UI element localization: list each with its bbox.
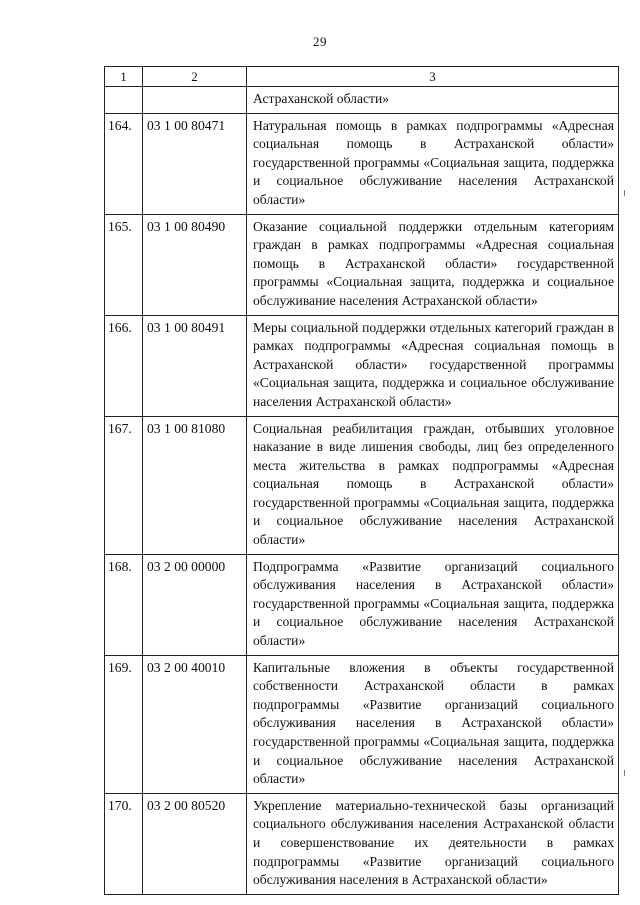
- column-header-1: 1: [105, 67, 143, 87]
- row-number: 167.: [105, 416, 143, 554]
- classification-code: 03 1 00 80490: [143, 214, 247, 315]
- row-description: Натуральная помощь в рамках подпрограммы «Адресная социальная помощь в Астраханской области» государственной программы «Социальная защита, поддержка и социальное обслуживание населения Астраханской области»: [247, 113, 619, 214]
- scan-mark: [621, 770, 625, 776]
- row-description: Капитальные вложения в объекты государственной собственности Астраханской области в рамках подпрограммы «Развитие организаций социального обслуживания населения в Астраханской области» государственной программы «Социальная защита, поддержка и социальное обслуживание населения Астраханской области»: [247, 655, 619, 793]
- classification-code: 03 2 00 80520: [143, 793, 247, 894]
- row-description: Укрепление материально-технической базы организаций социального обслуживания населения Астраханской области и совершенствование их деятельности в рамках подпрограммы «Развитие организаций социального обслуживания населения в Астраханской области»: [247, 793, 619, 894]
- scan-mark: [621, 190, 625, 196]
- classification-code: 03 1 00 80471: [143, 113, 247, 214]
- table-row: [105, 416, 619, 554]
- page-number: 29: [313, 34, 327, 49]
- row-description: Астраханской области»: [247, 87, 619, 114]
- table-row: [105, 793, 619, 894]
- row-description: Оказание социальной поддержки отдельным категориям граждан в рамках подпрограммы «Адресная социальная помощь в Астраханской области» государственной программы «Социальная защита, поддержка и социальное обслуживание населения Астраханской области»: [247, 214, 619, 315]
- classification-code: 03 1 00 80491: [143, 315, 247, 416]
- row-description: Социальная реабилитация граждан, отбывших уголовное наказание в виде лишения свободы, лиц без определенного места жительства в рамках подпрограммы «Адресная социальная помощь в Астраханской области» государственной программы «Социальная защита, поддержка и социальное обслуживание населения Астраханской области»: [247, 416, 619, 554]
- classification-code: 03 2 00 40010: [143, 655, 247, 793]
- row-number: 170.: [105, 793, 143, 894]
- table-row: [105, 214, 619, 315]
- row-number: 168.: [105, 554, 143, 655]
- classification-code: [143, 87, 247, 114]
- row-number: [105, 87, 143, 114]
- table-row: [105, 554, 619, 655]
- row-number: 169.: [105, 655, 143, 793]
- row-description: Меры социальной поддержки отдельных категорий граждан в рамках подпрограммы «Адресная социальная помощь в Астраханской области» государственной программы «Социальная защита, поддержка и социальное обслуживание населения Астраханской области»: [247, 315, 619, 416]
- table-row: [105, 655, 619, 793]
- column-header-3: 3: [247, 67, 619, 87]
- row-number: 166.: [105, 315, 143, 416]
- column-header-2: 2: [143, 67, 247, 87]
- row-number: 165.: [105, 214, 143, 315]
- row-description: Подпрограмма «Развитие организаций социального обслуживания населения в Астраханской области» государственной программы «Социальная защита, поддержка и социальное обслуживание населения Астраханской области»: [247, 554, 619, 655]
- table-row: [105, 87, 619, 114]
- classification-code: 03 1 00 81080: [143, 416, 247, 554]
- row-number: 164.: [105, 113, 143, 214]
- table-row: [105, 315, 619, 416]
- table-row: [105, 113, 619, 214]
- classification-code: 03 2 00 00000: [143, 554, 247, 655]
- table-header-row: [105, 67, 619, 87]
- budget-classification-table: [104, 66, 619, 895]
